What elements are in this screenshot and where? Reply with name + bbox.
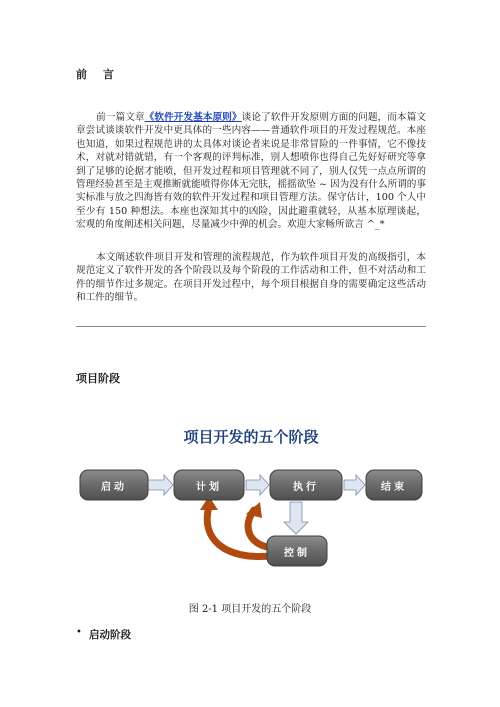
bullet-icon: • xyxy=(76,627,82,638)
label-control: 控制 xyxy=(284,548,310,559)
preface-heading: 前 言 xyxy=(76,68,120,81)
diagram-title: 项目开发的五个阶段 xyxy=(183,428,319,446)
preface-paragraph-1 xyxy=(76,111,426,232)
arrow-plan-execute xyxy=(246,475,269,495)
phases-heading: 项目阶段 xyxy=(76,372,120,385)
label-start: 启动 xyxy=(101,482,127,493)
label-plan: 计划 xyxy=(196,482,222,493)
diagram-graphics xyxy=(76,422,426,587)
arrow-start-plan xyxy=(148,475,173,495)
para1-body: 谈论了软件开发原则方面的问题，而本篇文章尝试谈谈软件开发中更具体的一些内容——普通软件项目的开发过程规范。本座也知道，如果过程规范讲的太具体对谈论者来说是非常冒险的一件事情，它不像技术，对就对错就错，有一个客观的评判标准，别人想喷你也得自己先好好研究等拿到了足够的论据才能喷，但开发过程和项目管理就不同了，别人仅凭一点点所谓的管理经验甚至是主观推断就能喷得你体无完肤，摇摇欲坠 ~ 因为没有什么所谓的事实标准与放之四海皆有效的软件开发过程和项目管理方法。保守估计，100 个人中至少有 150 种想法。本座也深知其中的凶险，因此避重就轻，从基本原理谈起，宏观的角度阐述相关问题，尽量减少中弹的机会。欢迎大家畅所欲言 ^_* xyxy=(76,112,427,231)
figure-caption: 图 2-1 项目开发的五个阶段 xyxy=(188,604,312,615)
article-link[interactable]: 《软件开发基本原则》 xyxy=(144,112,242,123)
para2-body: 本文阐述软件项目开发和管理的流程规范，作为软件项目开发的高级指引，本规范定义了软件开发的各个阶段以及每个阶段的工作活动和工件，但不对活动和工件的细节作过多规定。在项目开发过程中，每个项目根据自身的需要确定这些活动和工件的细节。 xyxy=(76,252,426,304)
label-close: 结束 xyxy=(381,482,407,493)
preface-paragraph-2 xyxy=(76,251,426,305)
label-execute: 执行 xyxy=(293,482,319,493)
bullet-start-phase: 启动阶段 xyxy=(89,629,131,641)
section-divider xyxy=(76,326,426,327)
phases-diagram xyxy=(76,422,426,587)
para1-lead: 前一篇文章 xyxy=(96,112,145,123)
arrow-execute-control xyxy=(284,502,308,534)
